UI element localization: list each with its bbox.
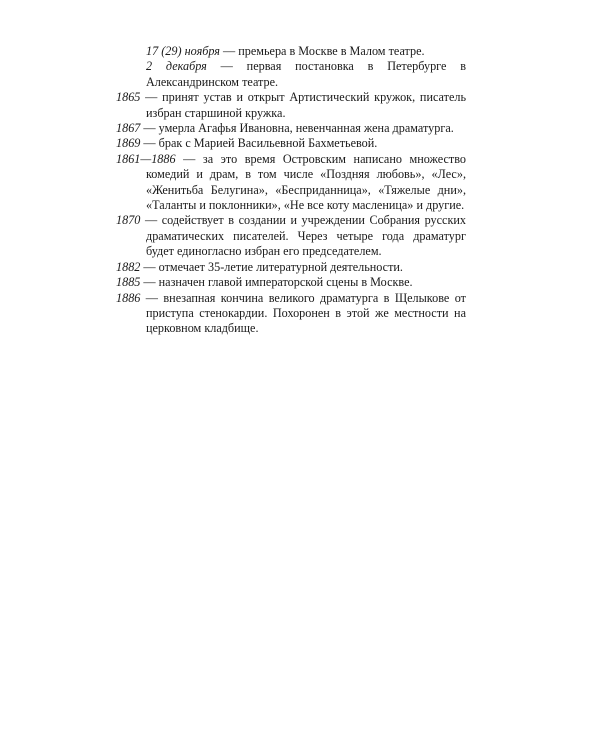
chronology-entry	[116, 260, 466, 275]
chronology-entry	[116, 213, 466, 259]
entry-text: — умерла Агафья Ивановна, невенчанная жена драматурга.	[140, 121, 454, 136]
entry-text: — содействует в создании и учреждении Собрания русских драматических писателей. Через четыре года драматург будет единогласно избран его председателем.	[140, 213, 466, 259]
entry-date: 1882	[116, 259, 141, 274]
entry-date: 1885	[116, 275, 141, 290]
chronology-entry	[116, 136, 466, 151]
entry-text: — отмечает 35-летие литературной деятельности.	[140, 259, 403, 274]
entry-text: — первая постановка в Петербурге в Александринском театре.	[146, 59, 466, 89]
entry-date: 1870	[116, 213, 141, 228]
chronology-entry	[116, 121, 466, 136]
entry-date: 1867	[116, 121, 141, 136]
entry-text: — назначен главой императорской сцены в Москве.	[140, 275, 413, 290]
entry-date: 1865	[116, 90, 141, 105]
entry-text: — брак с Марией Васильевной Бахметьевой.	[140, 136, 378, 151]
entry-date: 1869	[116, 136, 141, 151]
chronology-entry	[116, 275, 466, 290]
chronology-entry	[116, 59, 466, 90]
entry-text: — премьера в Москве в Малом театре.	[219, 44, 425, 58]
entry-date: 1886	[116, 290, 141, 305]
entry-date: 2 декабря	[146, 59, 207, 74]
chronology-text	[116, 44, 466, 337]
chronology-entry	[116, 291, 466, 337]
chronology-entry	[116, 152, 466, 214]
chronology-entry	[116, 44, 466, 59]
entry-text: — принят устав и открыт Артистический кружок, писатель избран старшиной кружка.	[140, 90, 466, 120]
entry-text: — внезапная кончина великого драматурга в Щелыкове от приступа стенокардии. Похоронен в этой же местности на церковном кладбище.	[140, 290, 466, 336]
entry-date: 17 (29) ноября	[146, 44, 220, 58]
entry-text: — за это время Островским написано множество комедий и драм, в том числе «Поздняя любовь», «Лес», «Женитьба Белугина», «Бесприданница», «Тяжелые дни», «Таланты и поклонники», «Не все коту масленица» и другие.	[146, 151, 466, 213]
entry-date: 1861—1886	[116, 151, 176, 166]
chronology-entry	[116, 90, 466, 121]
